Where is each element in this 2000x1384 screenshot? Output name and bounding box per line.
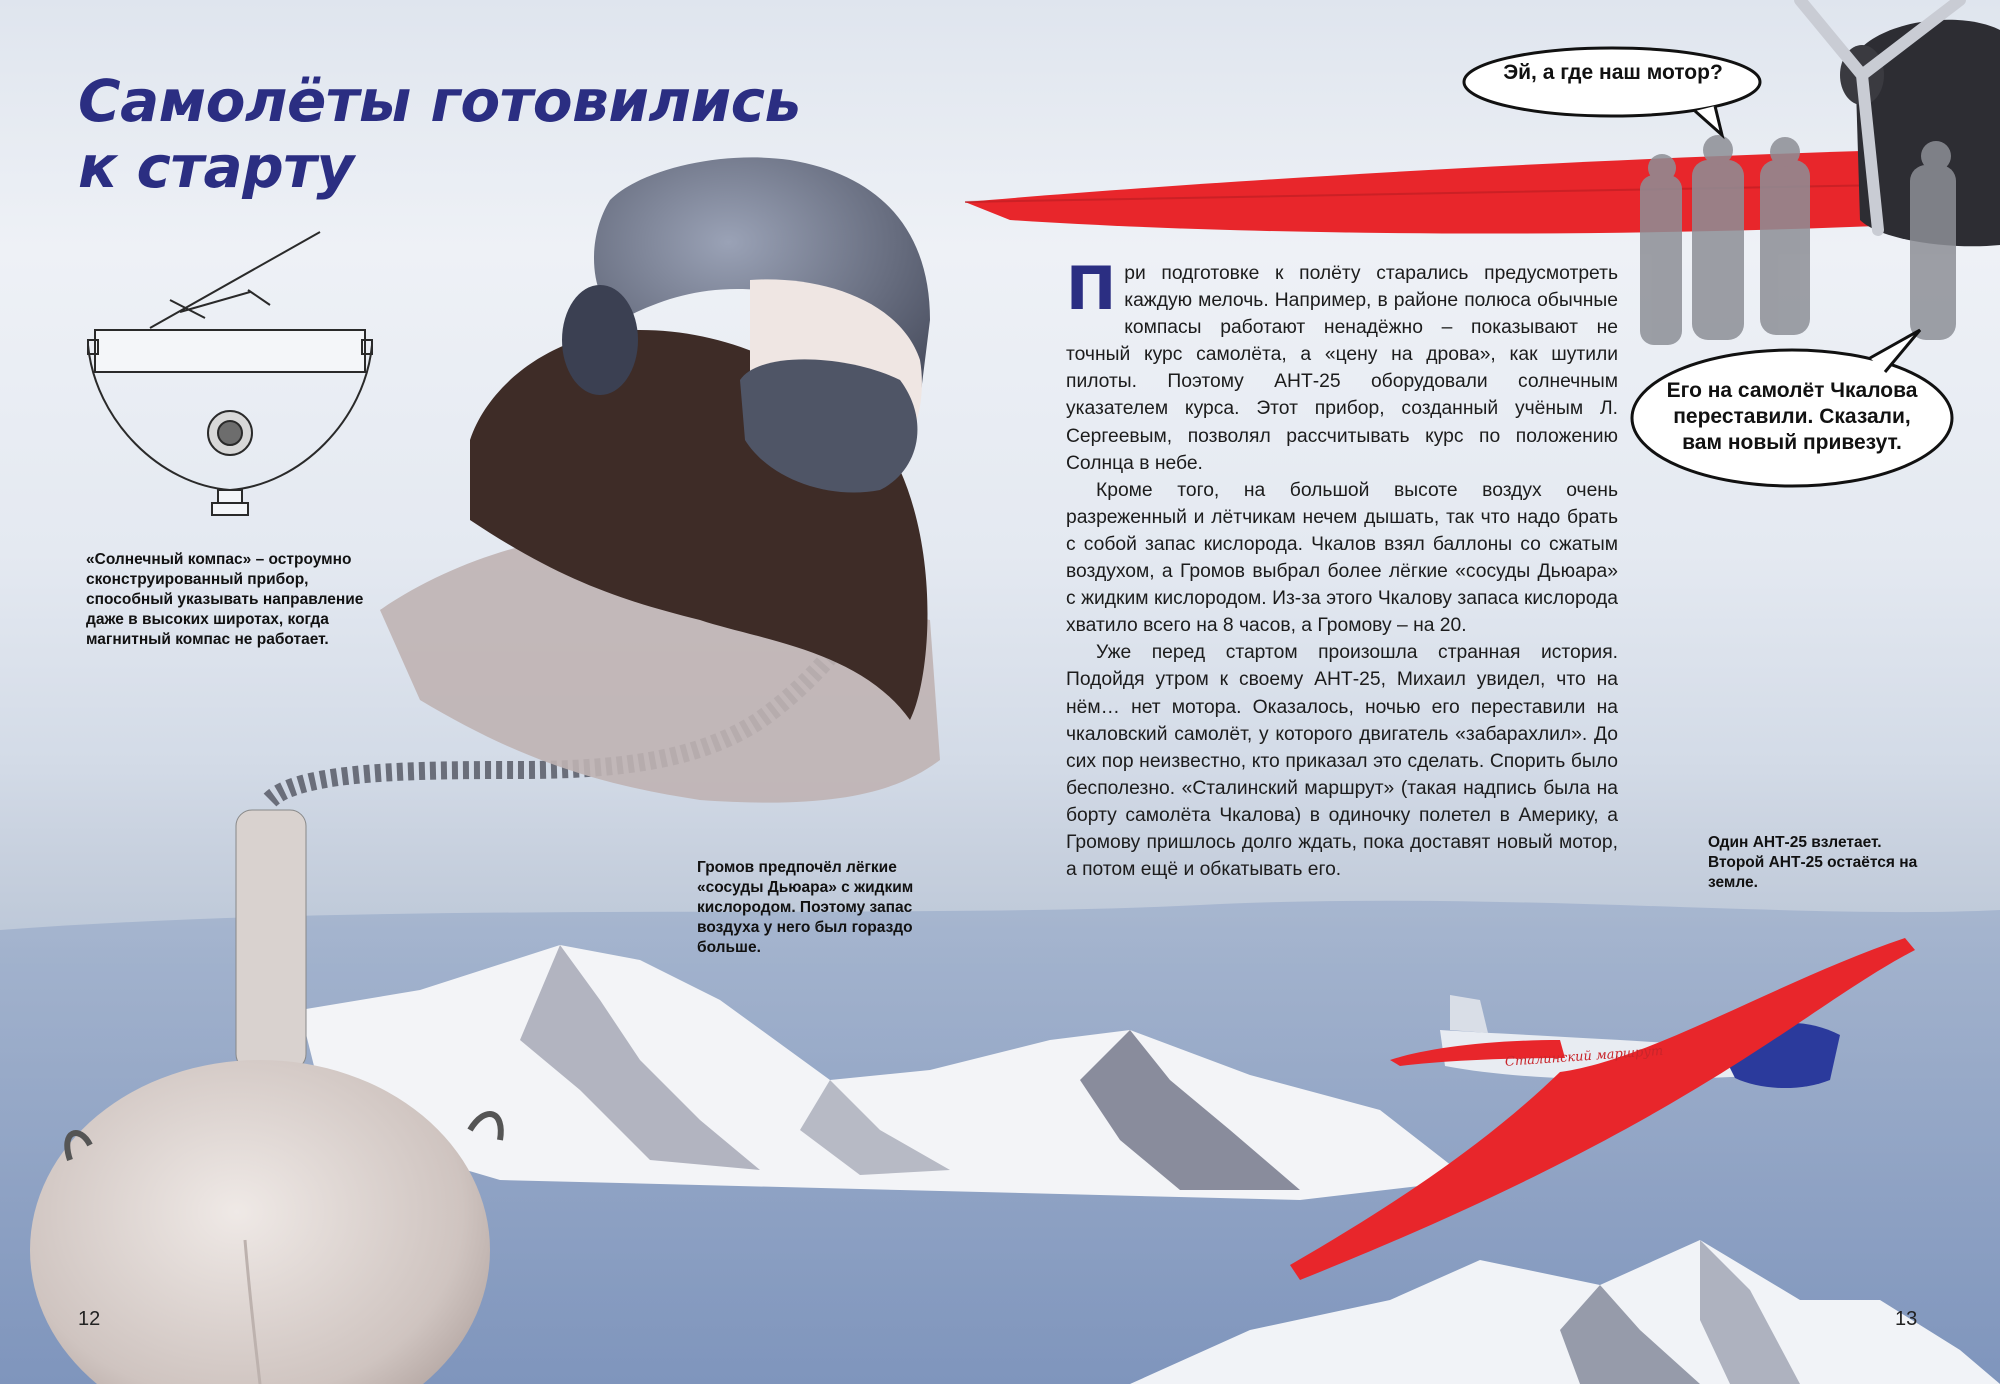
page-number-right: 13 [1895,1308,1918,1330]
title-line-2: к старту [78,133,354,201]
page-number-left: 12 [78,1308,101,1330]
dewar-caption: Громов предпочёл лёгкие «сосуды Дьюара» с жидким кислородом. Поэтому запас воздуха у него был гораздо больше. [697,859,914,956]
page-title [78,68,801,200]
paragraph-2: Кроме того, на большой высоте воздух очень разреженный и лётчикам нечем дышать, так что надо брать с собой запас кислорода. Чкалов взял баллоны со сжатым воздухом, а Громов выбрал более лёгкие «сосуды Дьюара» с жидким кислородом. Из-за этого Чкалову запаса кислорода хватило всего на 8 часов, а Громову – на 20. [1066,479,1618,637]
drop-cap: П [1066,254,1117,324]
plane-side-label: Сталинский маршрут [1504,1043,1664,1070]
main-article-text [1066,254,1618,883]
speech-bubble-question: Эй, а где наш мотор? [1503,61,1723,84]
red-wing-illustration [965,0,2000,246]
paragraph-3: Уже перед стартом произошла странная история. Подойдя утром к своему АНТ-25, Михаил увидел, что на нём… нет мотора. Оказалось, ночью его переставили на чкаловский самолёт, у которого двигатель «забарахлил». До сих пор неизвестно, кто приказал это сделать. Спорить было бесполезно. «Сталинский маршрут» (такая надпись была на борту самолёта Чкалова) в одиночку полетел в Америку, а Громову пришлось долго ждать, пока доставят новый мотор, а потом ещё и обкатывать его. [1066,642,1618,881]
paragraph-1-text: ри подготовке к полёту старались предусмотреть каждую мелочь. Например, в районе полюса обычные компасы работают ненадёжно – показывают не точный курс самолёта, а «цену на дрова», как шутили пилоты. Поэтому АНТ-25 оборудовали солнечным указателем курса. Этот прибор, созданный учёным Л. Сергеевым, позволял рассчитывать курс по положению Солнца в небе. [1066,263,1618,474]
title-line-1: Самолёты готовились [78,67,801,135]
paragraph-1 [1066,254,1618,477]
pilot-portrait [380,157,940,802]
sun-compass-drawing [88,232,372,515]
planes-caption: Один АНТ-25 взлетает. Второй АНТ-25 остаётся на земле. [1708,834,1918,891]
sun-compass-caption: «Солнечный компас» – остроумно сконструированный прибор, способный указывать направление даже в высоких широтах, когда магнитный компас не работает. [86,551,364,648]
speech-bubble-answer: Его на самолёт Чкалова переставили. Сказали, вам новый привезут. [1666,379,1918,454]
